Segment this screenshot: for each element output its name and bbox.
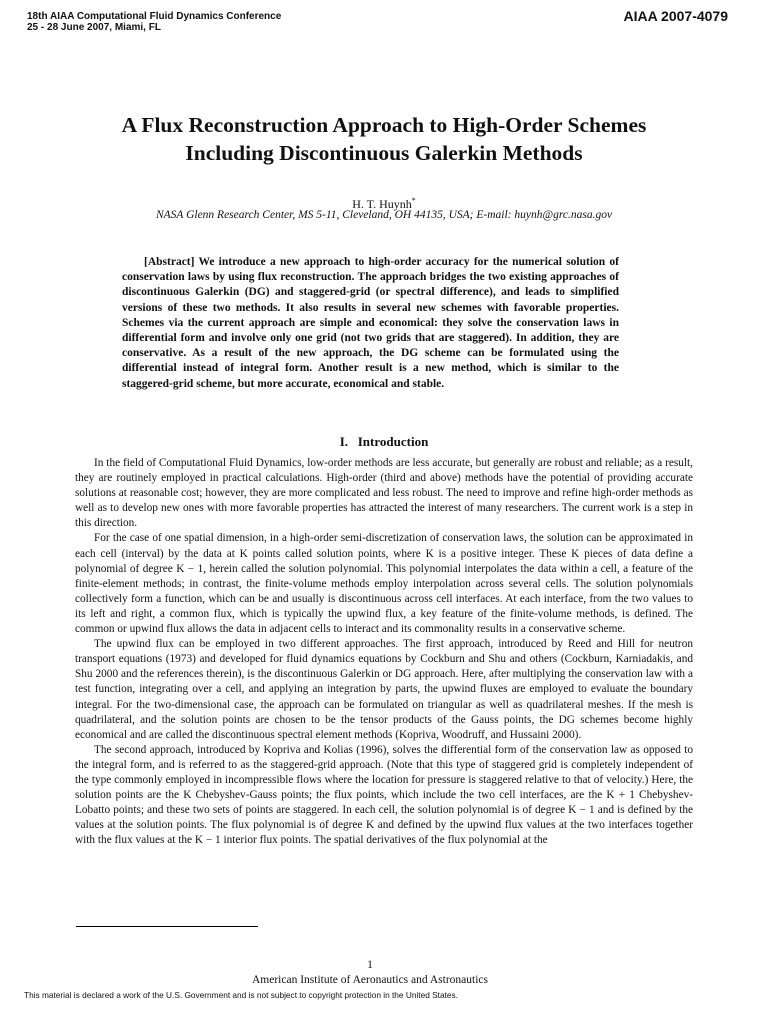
paragraph-3: The upwind flux can be employed in two different approaches. The first approach, introduced by Reed and Hill for neutron transport equations (1973) and developed for fluid dynamics equations by Cockburn and Shu and others (Cockburn, Karniadakis, and Shu 2000 and the references therein), is the discontinuous Galerkin or DG approach. Here, after multiplying the conservation law with a test function, integrating over a cell, and applying an integration by parts, the upwind fluxes are employed to evaluate the boundary integral. For the two-dimensional case, the approach can be formulated on triangular as well as quadrilateral meshes. If the mesh is quadrilateral, and the solution points are chosen to be the tensor products of the Gauss points, the DG schemes become highly economical and are called the discontinuous spectral element methods (Kopriva, Woodruff, and Hussaini 2000).: [75, 638, 693, 741]
section-heading: [60, 434, 708, 450]
footnote-rule: [76, 926, 258, 927]
conference-name: 18th AIAA Computational Fluid Dynamics Conference: [27, 11, 282, 22]
section-title: Introduction: [357, 434, 429, 449]
paragraph-2: For the case of one spatial dimension, in a high-order semi-discretization of conservation laws, the solution can be approximated in each cell (interval) by the data at K points called solution points, where K is a positive integer. These K pieces of data define a polynomial of degree K − 1, herein called the solution polynomial. This polynomial interpolates the data within a cell, a feature of the finite-element methods; in contrast, the finite-volume methods employ interpolation across several cells. The solution polynomials collectively form a function, which can be and usually is discontinuous across cell interfaces. At each interface, from the two values to its left and right, a common flux, which is typically the upwind flux, a key feature of the finite-volume methods, is defined. The common or upwind flux allows the data in adjacent cells to interact and its commonality results in a conservative scheme.: [75, 532, 693, 636]
conference-dates: 25 - 28 June 2007, Miami, FL: [27, 22, 161, 33]
conference-header: [27, 11, 281, 33]
title-line-1: A Flux Reconstruction Approach to High-Order Schemes: [121, 113, 647, 137]
author-footnote-mark: *: [411, 196, 416, 205]
title-line-2: Including Discontinuous Galerkin Methods: [185, 141, 583, 165]
section-number: I.: [339, 434, 348, 449]
paragraph-1: In the field of Computational Fluid Dynamics, low-order methods are less accurate, but generally are robust and reliable; as a result, they are routinely employed in practical calculations. High-order (third and above) methods have the potential of providing accurate solutions at reasonable cost; however, they are more complicated and less robust. The need to improve and refine high-order methods as well as to develop new ones with more favorable properties has attracted the interest of many researchers. The current work is a step in this direction.: [75, 457, 693, 530]
introduction-body: [75, 456, 693, 848]
paragraph-4: The second approach, introduced by Kopriva and Kolias (1996), solves the differential form of the conservation law as opposed to the integral form, and is referred to as the staggered-grid approach. (Note that this type of staggered grid is completely independent of the type commonly employed in incompressible flows where the location for pressure is staggered relative to that of velocity.) Here, the solution points are the K Chebyshev-Gauss points; the flux points, which include the two cell interfaces, are the K + 1 Chebyshev-Lobatto points; and these two sets of points are staggered. In each cell, the solution polynomial is of degree K − 1 and is defined by the values at the solution points. The flux polynomial is of degree K and defined by the upwind flux values at the two interfaces together with the flux values at the K − 1 interior flux points. The spatial derivatives of the flux polynomial at the: [75, 743, 693, 847]
publisher-footer: American Institute of Aeronautics and Astronautics: [251, 974, 488, 986]
page-number: 1: [367, 959, 373, 971]
author-affiliation: NASA Glenn Research Center, MS 5-11, Cleveland, OH 44135, USA; E-mail: huynh@grc.nasa.gov: [155, 209, 613, 221]
paper-id: AIAA 2007-4079: [623, 8, 728, 24]
copyright-notice: This material is declared a work of the U.S. Government and is not subject to copyright protection in the United States.: [24, 990, 458, 1000]
abstract: [Abstract] We introduce a new approach to high-order accuracy for the numerical solution of conservation laws by using flux reconstruction. The approach bridges the two existing approaches of discontinuous Galerkin (DG) and staggered-grid (or spectral difference), and leads to simplified versions of these two methods. It also results in several new schemes with favorable properties. Schemes via the current approach are simple and economical: they solve the conservation laws in differential form and involve only one grid (not two grids that are staggered). In addition, they are conservative. As a result of the new approach, the DG scheme can be formulated using the differential instead of integral form. Another result is a new method, which is similar to the staggered-grid scheme, but more accurate, economical and stable.: [122, 256, 619, 390]
paper-title: [60, 111, 708, 167]
author-name: H. T. Huynh: [352, 197, 412, 211]
